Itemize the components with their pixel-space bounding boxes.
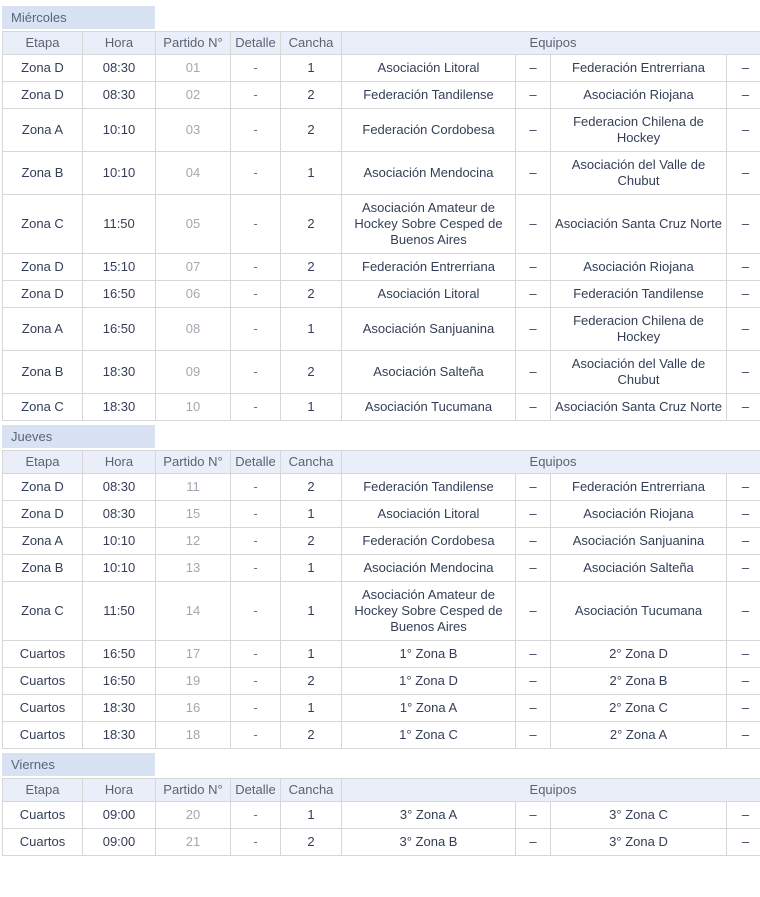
detalle-cell: - (231, 109, 281, 152)
cancha-cell: 1 (281, 582, 342, 641)
col-header-equipos: Equipos (342, 451, 760, 474)
home-team-cell: 3° Zona B (342, 829, 516, 856)
away-team-cell: Federación Entrerriana (551, 55, 727, 82)
match-row (3, 281, 760, 308)
home-team-cell: 1° Zona C (342, 722, 516, 749)
partido-number-cell: 20 (156, 802, 231, 829)
home-team-cell: Asociación Salteña (342, 351, 516, 394)
score-separator-cell: – (516, 82, 551, 109)
match-row (3, 501, 760, 528)
hora-cell: 10:10 (83, 528, 156, 555)
col-header-partido: Partido N° (156, 779, 231, 802)
etapa-cell: Cuartos (3, 829, 83, 856)
score-separator-cell: – (516, 582, 551, 641)
hora-cell: 18:30 (83, 722, 156, 749)
match-row (3, 555, 760, 582)
home-team-cell: Asociación Mendocina (342, 152, 516, 195)
match-row (3, 802, 760, 829)
col-header-etapa: Etapa (3, 32, 83, 55)
score-separator-cell: – (727, 641, 760, 668)
score-separator-cell: – (516, 641, 551, 668)
col-header-etapa: Etapa (3, 451, 83, 474)
hora-cell: 16:50 (83, 668, 156, 695)
detalle-cell: - (231, 501, 281, 528)
etapa-cell: Zona A (3, 528, 83, 555)
detalle-cell: - (231, 55, 281, 82)
col-header-detalle: Detalle (231, 779, 281, 802)
score-separator-cell: – (516, 474, 551, 501)
away-team-cell: Asociación Sanjuanina (551, 528, 727, 555)
away-team-cell: 3° Zona D (551, 829, 727, 856)
etapa-cell: Zona C (3, 195, 83, 254)
schedule-table (2, 450, 760, 749)
away-team-cell: Asociación Riojana (551, 82, 727, 109)
partido-number-cell: 06 (156, 281, 231, 308)
detalle-cell: - (231, 195, 281, 254)
score-separator-cell: – (516, 501, 551, 528)
detalle-cell: - (231, 555, 281, 582)
partido-number-cell: 17 (156, 641, 231, 668)
schedule-table (2, 778, 760, 856)
score-separator-cell: – (727, 55, 760, 82)
match-row (3, 474, 760, 501)
header-row (3, 32, 760, 55)
hora-cell: 10:10 (83, 555, 156, 582)
score-separator-cell: – (516, 109, 551, 152)
partido-number-cell: 21 (156, 829, 231, 856)
score-separator-cell: – (727, 152, 760, 195)
partido-number-cell: 07 (156, 254, 231, 281)
cancha-cell: 2 (281, 351, 342, 394)
cancha-cell: 2 (281, 722, 342, 749)
score-separator-cell: – (516, 308, 551, 351)
score-separator-cell: – (727, 281, 760, 308)
away-team-cell: Asociación del Valle de Chubut (551, 152, 727, 195)
away-team-cell: Federación Entrerriana (551, 474, 727, 501)
score-separator-cell: – (727, 474, 760, 501)
score-separator-cell: – (727, 829, 760, 856)
away-team-cell: Federacion Chilena de Hockey (551, 109, 727, 152)
score-separator-cell: – (727, 308, 760, 351)
hora-cell: 08:30 (83, 501, 156, 528)
score-separator-cell: – (727, 501, 760, 528)
etapa-cell: Cuartos (3, 802, 83, 829)
day-band (2, 425, 155, 448)
cancha-cell: 1 (281, 695, 342, 722)
score-separator-cell: – (516, 152, 551, 195)
detalle-cell: - (231, 722, 281, 749)
away-team-cell: Asociación Santa Cruz Norte (551, 195, 727, 254)
match-row (3, 582, 760, 641)
partido-number-cell: 08 (156, 308, 231, 351)
score-separator-cell: – (727, 82, 760, 109)
detalle-cell: - (231, 394, 281, 421)
home-team-cell: 1° Zona D (342, 668, 516, 695)
partido-number-cell: 03 (156, 109, 231, 152)
cancha-cell: 1 (281, 501, 342, 528)
hora-cell: 09:00 (83, 829, 156, 856)
etapa-cell: Zona D (3, 501, 83, 528)
home-team-cell: Asociación Litoral (342, 281, 516, 308)
away-team-cell: 3° Zona C (551, 802, 727, 829)
match-row (3, 152, 760, 195)
away-team-cell: 2° Zona A (551, 722, 727, 749)
day-label: Miércoles (11, 10, 67, 25)
cancha-cell: 1 (281, 394, 342, 421)
detalle-cell: - (231, 829, 281, 856)
cancha-cell: 2 (281, 82, 342, 109)
cancha-cell: 1 (281, 555, 342, 582)
partido-number-cell: 09 (156, 351, 231, 394)
etapa-cell: Zona A (3, 109, 83, 152)
score-separator-cell: – (516, 394, 551, 421)
match-rows (3, 474, 760, 749)
day-label: Jueves (11, 429, 53, 444)
cancha-cell: 1 (281, 641, 342, 668)
home-team-cell: Asociación Amateur de Hockey Sobre Cesped de Buenos Aires (342, 195, 516, 254)
cancha-cell: 2 (281, 829, 342, 856)
score-separator-cell: – (516, 351, 551, 394)
day-section (2, 753, 760, 856)
col-header-hora: Hora (83, 32, 156, 55)
etapa-cell: Zona D (3, 254, 83, 281)
detalle-cell: - (231, 281, 281, 308)
score-separator-cell: – (727, 254, 760, 281)
detalle-cell: - (231, 152, 281, 195)
day-band (2, 753, 155, 776)
away-team-cell: Asociación Riojana (551, 501, 727, 528)
away-team-cell: 2° Zona B (551, 668, 727, 695)
home-team-cell: Federación Tandilense (342, 474, 516, 501)
partido-number-cell: 10 (156, 394, 231, 421)
day-section (2, 425, 760, 749)
etapa-cell: Cuartos (3, 695, 83, 722)
etapa-cell: Zona B (3, 152, 83, 195)
cancha-cell: 2 (281, 528, 342, 555)
schedule-sections (2, 6, 760, 856)
cancha-cell: 1 (281, 152, 342, 195)
etapa-cell: Zona D (3, 82, 83, 109)
hora-cell: 15:10 (83, 254, 156, 281)
score-separator-cell: – (516, 281, 551, 308)
match-row (3, 829, 760, 856)
home-team-cell: Federación Tandilense (342, 82, 516, 109)
hora-cell: 16:50 (83, 641, 156, 668)
score-separator-cell: – (727, 528, 760, 555)
col-header-equipos: Equipos (342, 779, 760, 802)
home-team-cell: 3° Zona A (342, 802, 516, 829)
partido-number-cell: 11 (156, 474, 231, 501)
hora-cell: 11:50 (83, 582, 156, 641)
score-separator-cell: – (516, 695, 551, 722)
score-separator-cell: – (516, 668, 551, 695)
match-row (3, 254, 760, 281)
col-header-cancha: Cancha (281, 779, 342, 802)
home-team-cell: Asociación Amateur de Hockey Sobre Cesped de Buenos Aires (342, 582, 516, 641)
partido-number-cell: 16 (156, 695, 231, 722)
match-row (3, 528, 760, 555)
day-band (2, 6, 155, 29)
etapa-cell: Zona C (3, 394, 83, 421)
day-label: Viernes (11, 757, 55, 772)
match-row (3, 195, 760, 254)
etapa-cell: Zona D (3, 281, 83, 308)
header-row (3, 779, 760, 802)
away-team-cell: 2° Zona D (551, 641, 727, 668)
hora-cell: 16:50 (83, 281, 156, 308)
cancha-cell: 2 (281, 668, 342, 695)
partido-number-cell: 01 (156, 55, 231, 82)
col-header-cancha: Cancha (281, 451, 342, 474)
cancha-cell: 2 (281, 474, 342, 501)
cancha-cell: 2 (281, 109, 342, 152)
partido-number-cell: 14 (156, 582, 231, 641)
cancha-cell: 2 (281, 195, 342, 254)
away-team-cell: Asociación Santa Cruz Norte (551, 394, 727, 421)
score-separator-cell: – (727, 582, 760, 641)
col-header-partido: Partido N° (156, 32, 231, 55)
away-team-cell: Federacion Chilena de Hockey (551, 308, 727, 351)
score-separator-cell: – (727, 109, 760, 152)
away-team-cell: 2° Zona C (551, 695, 727, 722)
etapa-cell: Cuartos (3, 722, 83, 749)
partido-number-cell: 12 (156, 528, 231, 555)
away-team-cell: Asociación del Valle de Chubut (551, 351, 727, 394)
detalle-cell: - (231, 254, 281, 281)
score-separator-cell: – (516, 55, 551, 82)
match-row (3, 641, 760, 668)
hora-cell: 18:30 (83, 695, 156, 722)
detalle-cell: - (231, 82, 281, 109)
home-team-cell: Asociación Litoral (342, 501, 516, 528)
home-team-cell: Asociación Mendocina (342, 555, 516, 582)
home-team-cell: Asociación Tucumana (342, 394, 516, 421)
score-separator-cell: – (516, 802, 551, 829)
hora-cell: 08:30 (83, 474, 156, 501)
day-section (2, 6, 760, 421)
etapa-cell: Zona C (3, 582, 83, 641)
match-row (3, 351, 760, 394)
match-row (3, 394, 760, 421)
score-separator-cell: – (727, 802, 760, 829)
away-team-cell: Asociación Tucumana (551, 582, 727, 641)
col-header-etapa: Etapa (3, 779, 83, 802)
away-team-cell: Federación Tandilense (551, 281, 727, 308)
detalle-cell: - (231, 528, 281, 555)
etapa-cell: Zona B (3, 555, 83, 582)
etapa-cell: Zona D (3, 474, 83, 501)
hora-cell: 16:50 (83, 308, 156, 351)
partido-number-cell: 18 (156, 722, 231, 749)
home-team-cell: Federación Entrerriana (342, 254, 516, 281)
detalle-cell: - (231, 668, 281, 695)
detalle-cell: - (231, 641, 281, 668)
cancha-cell: 2 (281, 281, 342, 308)
match-row (3, 695, 760, 722)
hora-cell: 18:30 (83, 394, 156, 421)
detalle-cell: - (231, 582, 281, 641)
match-row (3, 668, 760, 695)
etapa-cell: Cuartos (3, 641, 83, 668)
schedule-table (2, 31, 760, 421)
detalle-cell: - (231, 474, 281, 501)
partido-number-cell: 02 (156, 82, 231, 109)
partido-number-cell: 15 (156, 501, 231, 528)
match-row (3, 308, 760, 351)
detalle-cell: - (231, 308, 281, 351)
detalle-cell: - (231, 802, 281, 829)
home-team-cell: 1° Zona A (342, 695, 516, 722)
col-header-partido: Partido N° (156, 451, 231, 474)
away-team-cell: Asociación Salteña (551, 555, 727, 582)
score-separator-cell: – (516, 528, 551, 555)
etapa-cell: Zona D (3, 55, 83, 82)
home-team-cell: 1° Zona B (342, 641, 516, 668)
score-separator-cell: – (516, 254, 551, 281)
home-team-cell: Asociación Litoral (342, 55, 516, 82)
home-team-cell: Federación Cordobesa (342, 109, 516, 152)
col-header-hora: Hora (83, 451, 156, 474)
home-team-cell: Federación Cordobesa (342, 528, 516, 555)
detalle-cell: - (231, 351, 281, 394)
cancha-cell: 1 (281, 308, 342, 351)
score-separator-cell: – (516, 195, 551, 254)
col-header-cancha: Cancha (281, 32, 342, 55)
hora-cell: 11:50 (83, 195, 156, 254)
score-separator-cell: – (727, 555, 760, 582)
col-header-equipos: Equipos (342, 32, 760, 55)
score-separator-cell: – (516, 829, 551, 856)
partido-number-cell: 19 (156, 668, 231, 695)
hora-cell: 10:10 (83, 109, 156, 152)
score-separator-cell: – (516, 722, 551, 749)
partido-number-cell: 04 (156, 152, 231, 195)
partido-number-cell: 05 (156, 195, 231, 254)
detalle-cell: - (231, 695, 281, 722)
etapa-cell: Cuartos (3, 668, 83, 695)
match-row (3, 82, 760, 109)
col-header-hora: Hora (83, 779, 156, 802)
score-separator-cell: – (727, 695, 760, 722)
away-team-cell: Asociación Riojana (551, 254, 727, 281)
etapa-cell: Zona A (3, 308, 83, 351)
score-separator-cell: – (727, 195, 760, 254)
match-rows (3, 55, 760, 421)
hora-cell: 18:30 (83, 351, 156, 394)
match-rows (3, 802, 760, 856)
hora-cell: 09:00 (83, 802, 156, 829)
partido-number-cell: 13 (156, 555, 231, 582)
score-separator-cell: – (727, 394, 760, 421)
match-row (3, 109, 760, 152)
score-separator-cell: – (727, 668, 760, 695)
score-separator-cell: – (727, 351, 760, 394)
home-team-cell: Asociación Sanjuanina (342, 308, 516, 351)
hora-cell: 08:30 (83, 55, 156, 82)
header-row (3, 451, 760, 474)
col-header-detalle: Detalle (231, 32, 281, 55)
score-separator-cell: – (516, 555, 551, 582)
match-row (3, 722, 760, 749)
cancha-cell: 1 (281, 802, 342, 829)
cancha-cell: 2 (281, 254, 342, 281)
hora-cell: 08:30 (83, 82, 156, 109)
hora-cell: 10:10 (83, 152, 156, 195)
col-header-detalle: Detalle (231, 451, 281, 474)
score-separator-cell: – (727, 722, 760, 749)
etapa-cell: Zona B (3, 351, 83, 394)
match-row (3, 55, 760, 82)
cancha-cell: 1 (281, 55, 342, 82)
